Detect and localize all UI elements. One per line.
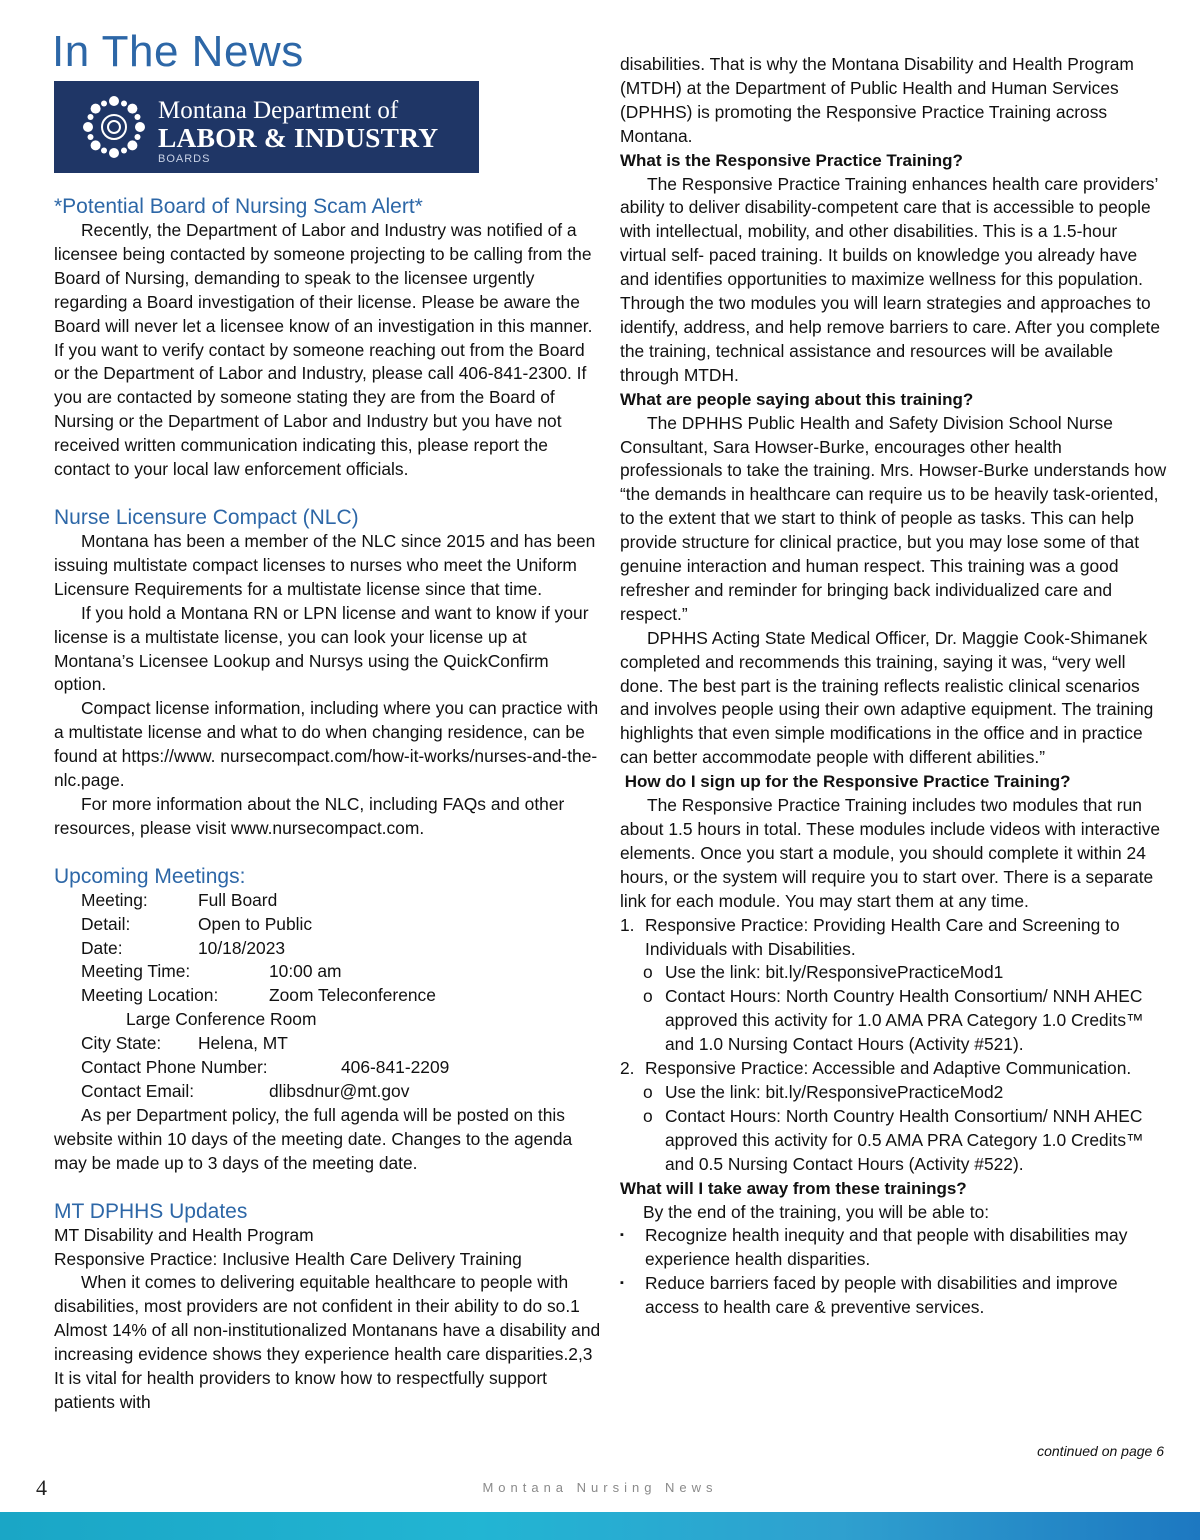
city-label: City State: [81,1033,162,1054]
question-sign-up: How do I sign up for the Responsive Practice Training? [620,772,1071,792]
page-number: 4 [36,1475,47,1500]
phone-label: Contact Phone Number: [81,1057,268,1078]
nlc-heading: Nurse Licensure Compact (NLC) [54,505,359,529]
module-2-link-item [620,1081,1168,1105]
phone-value: 406-841-2209 [341,1057,450,1078]
meeting-label: Meeting: [81,889,148,910]
dphhs-subheading-2: Responsive Practice: Inclusive Health Care Delivery Training [54,1248,522,1269]
email-value[interactable]: dlibsdnur@mt.gov [269,1081,410,1101]
dphhs-subheading-1: MT Disability and Health Program [54,1224,314,1245]
bullet-text-1: Recognize health inequity and that people with disabilities may experience health disparities. [645,1225,1128,1270]
banner-line-2: LABOR & INDUSTRY [158,122,439,153]
publication-footer: Montana Nursing News [482,1480,718,1495]
module-2-link[interactable]: Use the link: bit.ly/ResponsivePracticeMod2 [665,1081,1004,1102]
left-column [54,195,602,1415]
answer-people-saying-1: The DPHHS Public Health and Safety Division School Nurse Consultant, Sara Howser-Burke, encourages other health professionals to take the training. Mrs. Howser-Burke understands how “the demands in healthcare can require us to be heavily task-oriented, to the extent that we start to think of people as tasks. This can help provide structure for clinical practice, but you may lose some of that genuine interaction and human respect. This training was a good refresher and reminder for bringing back individualized care and respect.” [620,412,1167,624]
detail-value: Open to Public [198,913,313,934]
location-row-2 [54,1008,602,1032]
phone-row [54,1056,602,1080]
agenda-policy: As per Department policy, the full agenda will be posted on this website within 10 days of the meeting date. Changes to the agenda may be made up to 3 days of the meeting date. [54,1104,573,1173]
scam-alert-body: Recently, the Department of Labor and Industry was notified of a licensee being contacted by someone projecting to be calling from the Board of Nursing, demanding to speak to the licensee urgently regarding a Board investigation of their license. Please be aware the Board will never let a licensee know of an investigation in this manner. If you want to verify contact by someone reaching out from the Board or the Department of Labor and Industry, please call 406-841-2300. If you are contacted by someone stating they are from the Board of Nursing or the Department of Labor and Industry but you have not received written communication indicating this, please report the contact to your local law enforcement officials. [54,220,593,480]
module-1-hours: Contact Hours: North Country Health Consortium/ NNH AHEC approved this activity for 1.0 AMA PRA Category 1.0 Credits™ and 1.0 Nursing Contact Hours (Activity #521). [665,986,1144,1055]
nlc-paragraph-4: For more information about the NLC, including FAQs and other resources, please visit www.nursecompact.com. [54,793,565,838]
sub-marker: o [643,1081,653,1102]
nlc-paragraph-1: Montana has been a member of the NLC since 2015 and has been issuing multistate compact licenses to nurses who meet the Uniform Licensure Requirements for a multistate license since that time. [54,530,596,599]
location-value-2: Large Conference Room [126,1009,317,1030]
scam-alert-heading: *Potential Board of Nursing Scam Alert* [54,195,423,218]
module-1-number: 1. [620,914,635,935]
nlc-paragraph-3: Compact license information, including where you can practice with a multistate license and what to do when changing residence, can be found at https://www. nursecompact.com/how-it-works/nurses-and-the-nlc.page. [54,698,599,791]
sub-marker: o [643,962,653,983]
module-1-link-item [620,961,1168,985]
answer-people-saying-2: DPHHS Acting State Medical Officer, Dr. Maggie Cook-Shimanek completed and recommends this training, saying it was, “very well done. The best part is the training reflects realistic clinical scenarios and involves people using their own adaptive equipment. The training highlights that even simple modifications in the office and in practice can better accommodate people with different abilities.” [620,627,1154,768]
module-2-hours: Contact Hours: North Country Health Consortium/ NNH AHEC approved this activity for 0.5 AMA PRA Category 1.0 Credits™ and 0.5 Nursing Contact Hours (Activity #522). [665,1105,1144,1174]
page-title: In The News [52,27,304,76]
module-1-link[interactable]: Use the link: bit.ly/ResponsivePracticeMod1 [665,962,1004,983]
email-row [54,1080,602,1104]
time-row [54,960,602,984]
module-2-hours-item [620,1105,1168,1177]
bullet-item [620,1272,1168,1320]
right-column [620,53,1168,1320]
dphhs-intro-continued: disabilities. That is why the Montana Disability and Health Program (MTDH) at the Department of Public Health and Human Services (DPHHS) is promoting the Responsive Practice Training across Montana. [620,54,1134,146]
module-2-text: Responsive Practice: Accessible and Adaptive Communication. [645,1058,1132,1079]
bullet-item [620,1224,1168,1272]
dphhs-intro: When it comes to delivering equitable healthcare to people with disabilities, most providers are not confident in their ability to do so.1 Almost 14% of all non-institutionalized Montanans have a disability and increasing evidence shows they experience health care disparities.2,3 It is vital for health providers to know how to respectfully support patients with [54,1272,601,1412]
email-label: Contact Email: [81,1081,195,1101]
date-row [54,937,602,961]
dphhs-heading: MT DPHHS Updates [54,1199,248,1223]
meeting-row [54,889,602,913]
sub-marker: o [643,1105,653,1126]
city-row [54,1032,602,1056]
footer-color-bar [0,1512,1200,1540]
detail-label: Detail: [81,913,131,934]
location-value: Zoom Teleconference [269,985,436,1006]
module-1-item [620,914,1168,962]
question-what-is: What is the Responsive Practice Training? [620,150,963,170]
module-1-hours-item [620,985,1168,1057]
answer-take-away: By the end of the training, you will be able to: [643,1201,990,1222]
time-label: Meeting Time: [81,961,191,982]
bullet-text-2: Reduce barriers faced by people with disabilities and improve access to health care & preventive services. [645,1273,1118,1318]
location-row [54,984,602,1008]
date-label: Date: [81,937,123,958]
bullet-marker: ▪ [620,1229,624,1242]
answer-what-is: The Responsive Practice Training enhances health care providers’ ability to deliver disability-competent care that is accessible to people with intellectual, mobility, and other disabilities. This is a 1.5-hour virtual self- paced training. It builds on knowledge you already have and identifies opportunities to maximize wellness for this population. Through the two modules you will learn strategies and approaches to identify, address, and help remove barriers to care. After you complete the training, technical assistance and resources will be available through MTDH. [620,173,1161,385]
module-2-item [620,1057,1168,1081]
location-label: Meeting Location: [81,985,219,1006]
answer-sign-up: The Responsive Practice Training includes two modules that run about 1.5 hours in total. These modules include videos with interactive elements. Once you start a module, you should complete it within 24 hours, or the system will require you to start over. There is a separate link for each module. You may start them at any time. [620,795,1161,911]
time-value: 10:00 am [269,961,342,982]
detail-row [54,913,602,937]
question-take-away: What will I take away from these trainings? [620,1178,967,1198]
continued-note: continued on page 6 [1037,1443,1164,1459]
question-people-saying: What are people saying about this training? [620,389,974,409]
meeting-value: Full Board [198,889,278,910]
sub-marker: o [643,986,653,1007]
bullet-marker: ▪ [620,1277,624,1290]
seal-logo-icon [80,93,148,161]
date-value: 10/18/2023 [198,937,286,958]
labor-industry-banner [54,81,479,173]
module-1-text: Responsive Practice: Providing Health Care and Screening to Individuals with Disabilities. [645,914,1120,959]
meetings-heading: Upcoming Meetings: [54,864,246,888]
city-value: Helena, MT [198,1033,288,1054]
banner-line-3: BOARDS [158,153,211,165]
banner-line-1: Montana Department of [158,97,399,124]
nlc-paragraph-2: If you hold a Montana RN or LPN license and want to know if your license is a multistate license, you can look your license up at Montana’s Licensee Lookup and Nursys using the QuickConfirm option. [54,602,589,695]
module-2-number: 2. [620,1058,635,1079]
